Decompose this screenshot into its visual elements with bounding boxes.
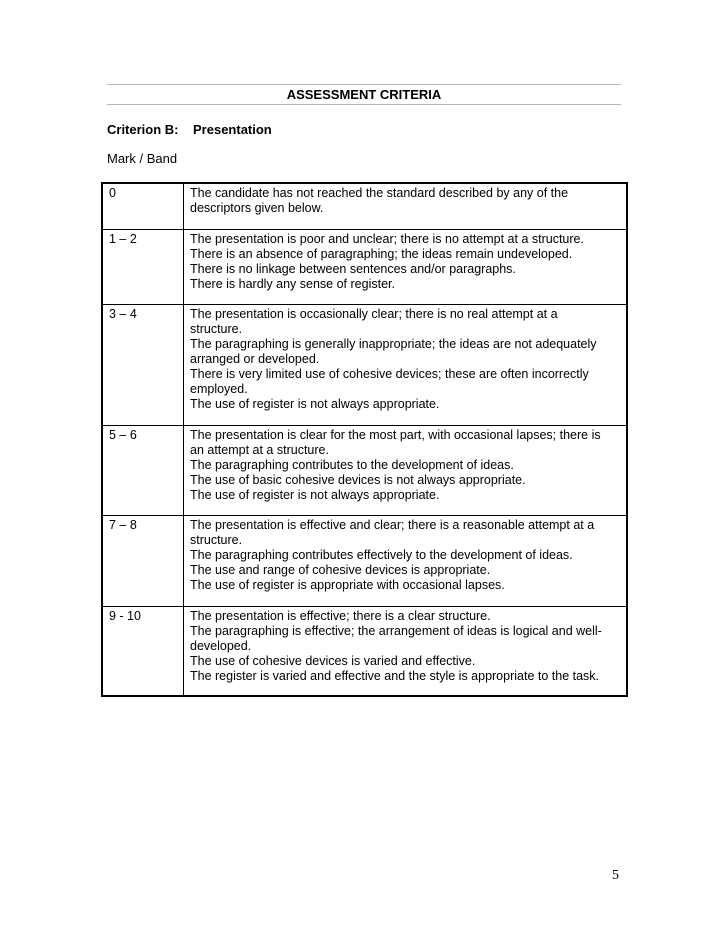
criterion-label: Criterion B: <box>107 122 179 137</box>
descriptor-line: structure. <box>190 532 243 547</box>
descriptor-line: The use of register is not always appropriate. <box>190 396 440 411</box>
descriptor-line: The use of cohesive devices is varied and effective. <box>190 653 476 668</box>
criteria-row <box>102 304 627 425</box>
descriptor-cell <box>184 515 628 606</box>
descriptor-cell <box>184 425 628 515</box>
criteria-row <box>102 606 627 696</box>
descriptor-line: The paragraphing contributes to the development of ideas. <box>190 457 514 472</box>
page-title: ASSESSMENT CRITERIA <box>286 87 442 102</box>
criteria-row <box>102 183 627 229</box>
descriptor-cell <box>184 304 628 425</box>
mark-band-label: Mark / Band <box>107 151 178 166</box>
descriptor-line: The paragraphing is effective; the arrangement of ideas is logical and well- <box>190 623 602 638</box>
header-rule-bottom <box>107 104 621 105</box>
descriptor-line: The use of register is not always appropriate. <box>190 487 440 502</box>
page-number: 5 <box>612 868 619 883</box>
descriptor-line: The use of register is appropriate with occasional lapses. <box>190 577 505 592</box>
descriptor-cell <box>184 229 628 304</box>
descriptor-line: The paragraphing contributes effectively to the development of ideas. <box>190 547 573 562</box>
descriptor-line: arranged or developed. <box>190 351 320 366</box>
band-cell: 1 – 2 <box>102 229 184 304</box>
descriptor-line: The presentation is clear for the most part, with occasional lapses; there is <box>190 427 601 442</box>
band-cell: 9 - 10 <box>102 606 184 696</box>
criteria-row <box>102 229 627 304</box>
descriptor-line: The presentation is effective and clear; there is a reasonable attempt at a <box>190 517 595 532</box>
criteria-table-body <box>102 183 627 696</box>
descriptor-line: The register is varied and effective and the style is appropriate to the task. <box>190 668 600 683</box>
criterion-heading <box>107 122 272 138</box>
descriptor-line: descriptors given below. <box>190 201 324 215</box>
descriptor-line: employed. <box>190 381 248 396</box>
descriptor-cell <box>184 183 628 229</box>
descriptor-line: The use and range of cohesive devices is appropriate. <box>190 562 491 577</box>
descriptor-line: The paragraphing is generally inappropriate; the ideas are not adequately <box>190 336 597 351</box>
descriptor-line: There is no linkage between sentences and/or paragraphs. <box>190 261 516 276</box>
criteria-table <box>101 182 628 697</box>
descriptor-line: There is hardly any sense of register. <box>190 276 395 291</box>
descriptor-line: The presentation is occasionally clear; there is no real attempt at a <box>190 306 558 321</box>
descriptor-line: The presentation is effective; there is a clear structure. <box>190 608 491 623</box>
band-cell: 3 – 4 <box>102 304 184 425</box>
criterion-name: Presentation <box>193 122 272 137</box>
criteria-row <box>102 425 627 515</box>
band-cell: 7 – 8 <box>102 515 184 606</box>
band-cell: 5 – 6 <box>102 425 184 515</box>
descriptor-line: The use of basic cohesive devices is not always appropriate. <box>190 472 526 487</box>
descriptor-line: The candidate has not reached the standard described by any of the <box>190 186 569 200</box>
band-cell: 0 <box>102 183 184 229</box>
descriptor-line: There is an absence of paragraphing; the ideas remain undeveloped. <box>190 246 573 261</box>
descriptor-line: developed. <box>190 638 252 653</box>
descriptor-line: structure. <box>190 321 243 336</box>
header-rule-top <box>107 84 621 85</box>
criteria-row <box>102 515 627 606</box>
descriptor-line: The presentation is poor and unclear; there is no attempt at a structure. <box>190 231 584 246</box>
descriptor-line: There is very limited use of cohesive devices; these are often incorrectly <box>190 366 589 381</box>
descriptor-line: an attempt at a structure. <box>190 442 329 457</box>
descriptor-cell <box>184 606 628 696</box>
